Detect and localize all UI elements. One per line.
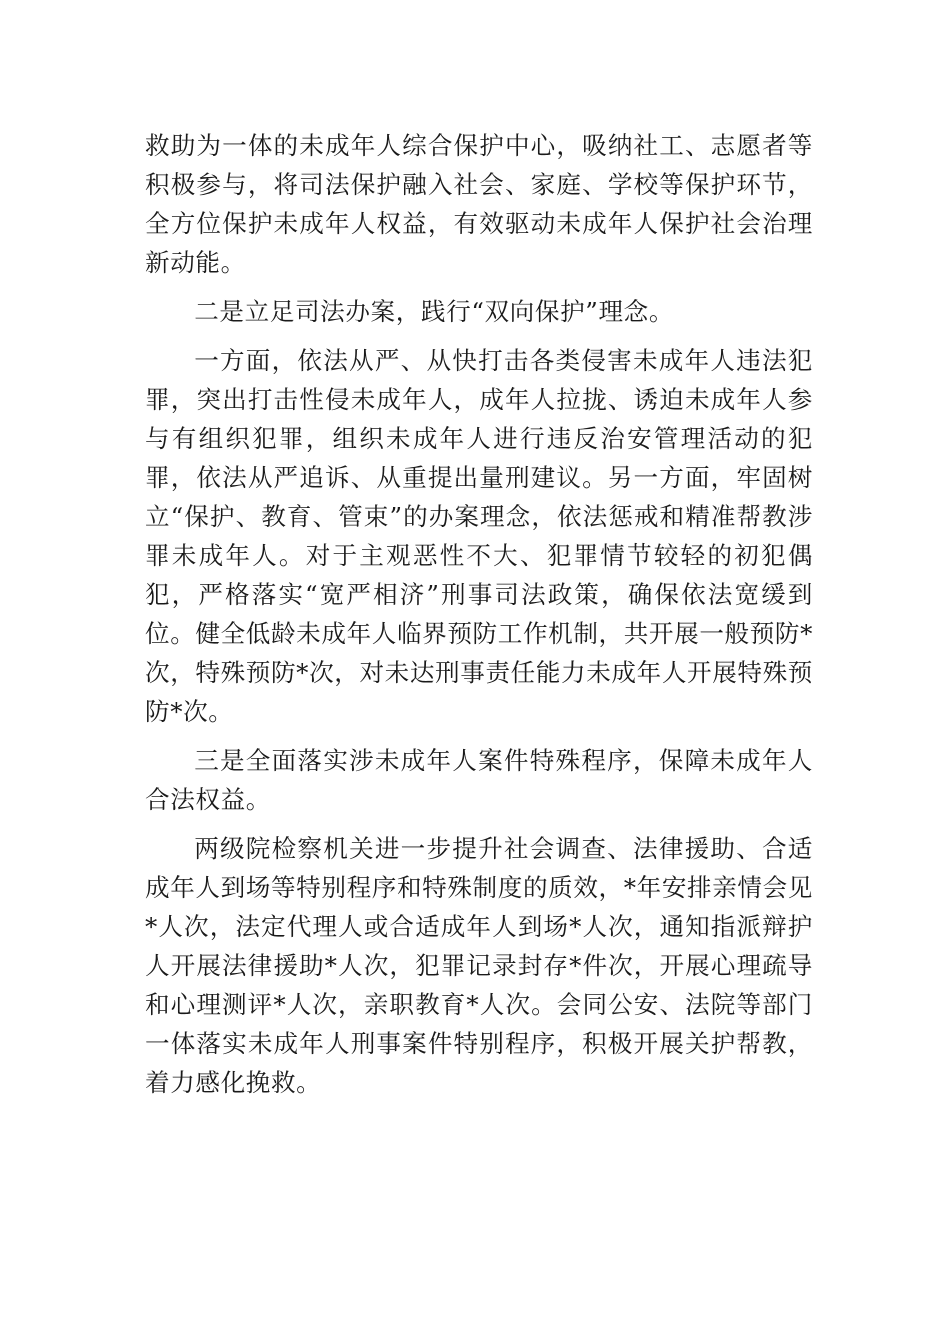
paragraph-body: 两级院检察机关进一步提升社会调查、法律援助、合适成年人到场等特别程序和特殊制度的质效，*年安排亲情会见*人次，法定代理人或合适成年人到场*人次，通知指派辩护人开展法律援助*人次，犯罪记录封存*件次，开展心理疏导和心理测评*人次，亲职教育*人次。会同公安、法院等部门一体落实未成年人刑事案件特别程序，积极开展关护帮教，着力感化挽救。 xyxy=(145,834,813,1097)
paragraph-body: 一方面，依法从严、从快打击各类侵害未成年人违法犯罪，突出打击性侵未成年人，成年人拉拢、诱迫未成年人参与有组织犯罪，组织未成年人进行违反治安管理活动的犯罪，依法从严追诉、从重提出量刑建议。另一方面，牢固树立“保护、教育、管束”的办案理念，依法惩戒和精准帮教涉罪未成年人。对于主观恶性不大、犯罪情节较轻的初犯偶犯，严格落实“宽严相济”刑事司法政策，确保依法宽缓到位。健全低龄未成年人临界预防工作机制，共开展一般预防*次，特殊预防*次，对未达刑事责任能力未成年人开展特殊预防*次。 xyxy=(145,346,813,726)
document-body xyxy=(145,126,813,1112)
paragraph-continuation: 救助为一体的未成年人综合保护中心，吸纳社工、志愿者等积极参与，将司法保护融入社会、家庭、学校等保护环节，全方位保护未成年人权益，有效驱动未成年人保护社会治理新动能。 xyxy=(145,131,813,277)
section-heading-three: 三是全面落实涉未成年人案件特殊程序，保障未成年人合法权益。 xyxy=(145,746,813,814)
section-heading-two: 二是立足司法办案，践行“双向保护”理念。 xyxy=(194,297,675,326)
